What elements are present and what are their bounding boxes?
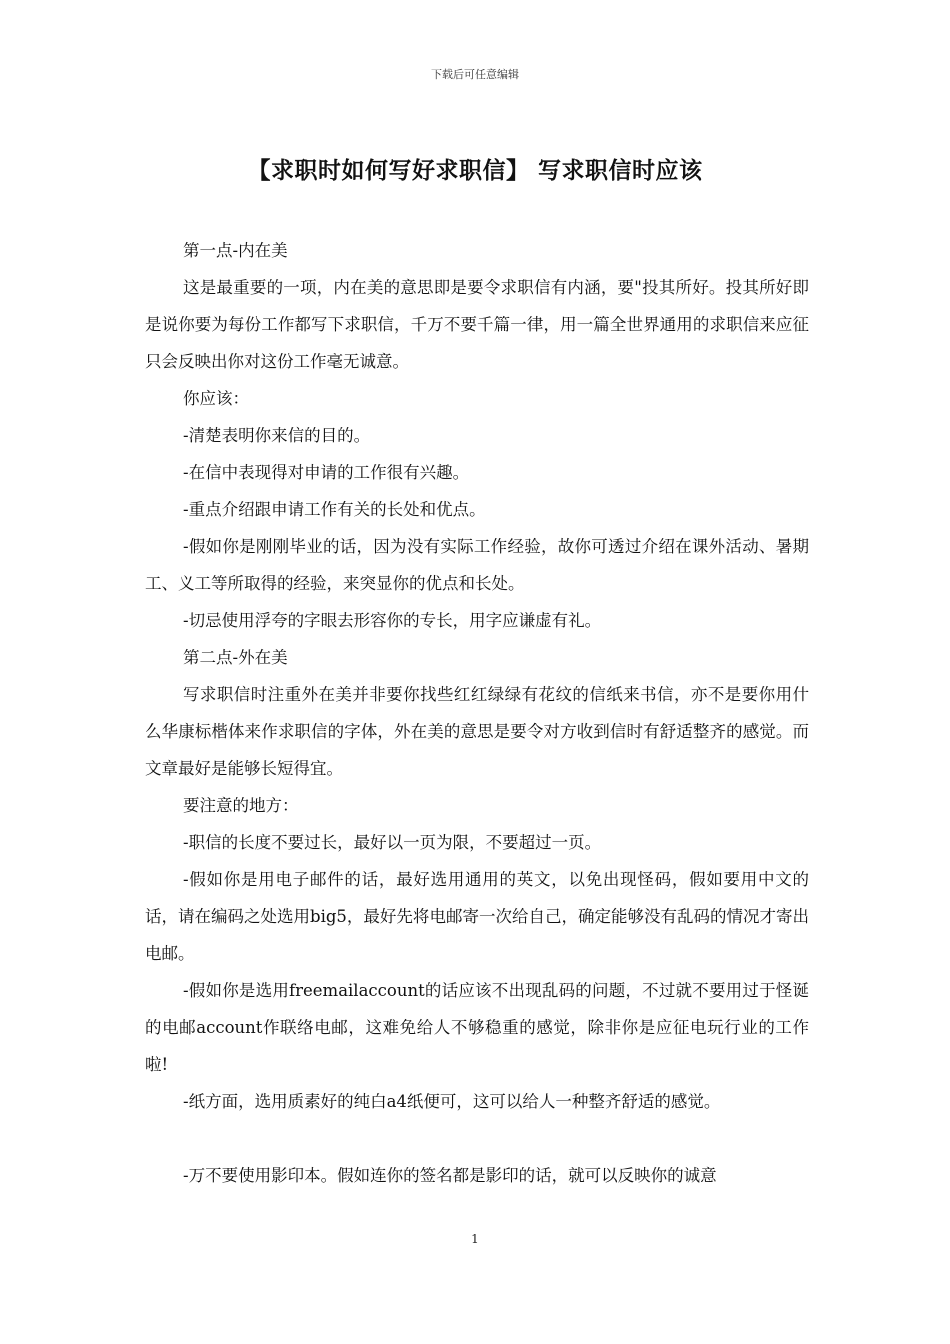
paragraph: 写求职信时注重外在美并非要你找些红红绿绿有花纹的信纸来书信，亦不是要你用什么华康标楷体来作求职信的字体，外在美的意思是要令对方收到信时有舒适整齐的感觉。而文章最好是能够长短得宜。 bbox=[145, 685, 809, 778]
list-item: -假如你是选用freemailaccount的话应该不出现乱码的问题，不过就不要用过于怪诞的电邮account作联络电邮，这难免给人不够稳重的感觉，除非你是应征电玩行业的工作啦! bbox=[145, 981, 809, 1074]
list-item: -万不要使用影印本。假如连你的签名都是影印的话，就可以反映你的诚意 bbox=[183, 1166, 717, 1185]
paragraph: 这是最重要的一项，内在美的意思即是要令求职信有内涵，要"投其所好。投其所好即是说你要为每份工作都写下求职信，千万不要千篇一律，用一篇全世界通用的求职信来应征只会反映出你对这份工作毫无诚意。 bbox=[145, 278, 809, 371]
list-item: -假如你是刚刚毕业的话，因为没有实际工作经验，故你可透过介绍在课外活动、暑期工、义工等所取得的经验，来突显你的优点和长处。 bbox=[145, 537, 809, 593]
page-number: 1 bbox=[471, 1232, 479, 1246]
list-item: -切忌使用浮夸的字眼去形容你的专长，用字应谦虚有礼。 bbox=[183, 611, 602, 630]
header-note: 下载后可任意编辑 bbox=[431, 68, 519, 81]
section-heading: 第二点-外在美 bbox=[183, 648, 288, 667]
paragraph-gap bbox=[145, 1120, 809, 1157]
list-item: -假如你是用电子邮件的话，最好选用通用的英文，以免出现怪码，假如要用中文的话，请在编码之处选用big5，最好先将电邮寄一次给自己，确定能够没有乱码的情况才寄出电邮。 bbox=[145, 870, 809, 963]
list-item: -纸方面，选用质素好的纯白a4纸便可，这可以给人一种整齐舒适的感觉。 bbox=[183, 1092, 721, 1111]
paragraph: 要注意的地方： bbox=[183, 796, 299, 815]
list-item: -重点介绍跟申请工作有关的长处和优点。 bbox=[183, 500, 486, 519]
list-item: -在信中表现得对申请的工作很有兴趣。 bbox=[183, 463, 470, 482]
document-title: 【求职时如何写好求职信】 写求职信时应该 bbox=[247, 157, 703, 184]
document-body bbox=[145, 232, 809, 1194]
paragraph: 你应该： bbox=[183, 389, 249, 408]
section-heading: 第一点-内在美 bbox=[183, 241, 288, 260]
list-item: -清楚表明你来信的目的。 bbox=[183, 426, 371, 445]
list-item: -职信的长度不要过长，最好以一页为限，不要超过一页。 bbox=[183, 833, 602, 852]
